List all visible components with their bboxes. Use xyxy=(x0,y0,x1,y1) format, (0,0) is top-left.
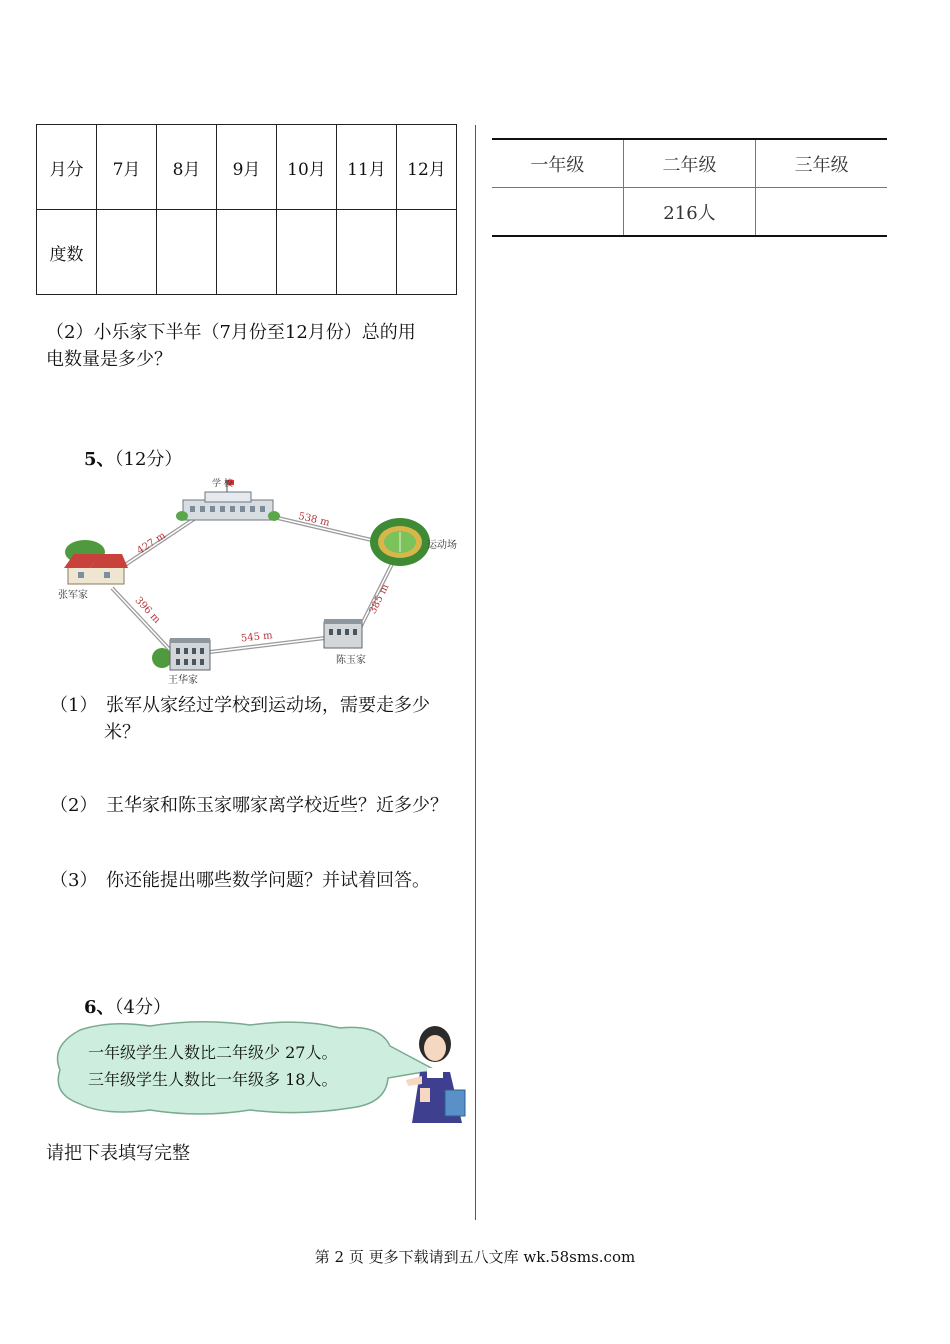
zhangjun-label: 张军家 xyxy=(58,590,88,601)
q5-sub1-line1: 张军从家经过学校到运动场，需要走多少 xyxy=(106,695,430,716)
grade-header: 一年级 xyxy=(492,139,623,188)
distance-label: 385 m xyxy=(367,582,392,616)
chenyu-label: 陈玉家 xyxy=(336,655,366,666)
reading-cell[interactable] xyxy=(157,210,217,295)
grade-value-cell[interactable] xyxy=(756,188,887,237)
grade-value-cell: 216人 xyxy=(623,188,755,237)
grade-header: 二年级 xyxy=(623,139,755,188)
month-row-label: 月分 xyxy=(37,125,97,210)
q6-heading xyxy=(84,993,171,1019)
table-row xyxy=(37,125,457,210)
q5-sub1 xyxy=(50,692,470,746)
q4-part2-line1: （2）小乐家下半年（7月份至12月份）总的用 xyxy=(46,322,416,343)
q5-sub2 xyxy=(50,792,470,819)
wanghua-label: 王华家 xyxy=(168,675,198,686)
reading-cell[interactable] xyxy=(397,210,457,295)
month-cell: 8月 xyxy=(157,125,217,210)
month-cell: 12月 xyxy=(397,125,457,210)
month-cell: 7月 xyxy=(97,125,157,210)
q5-heading xyxy=(84,445,182,471)
q6-instruction: 请把下表填写完整 xyxy=(46,1143,190,1164)
bubble-text xyxy=(88,1039,388,1093)
stadium-label: 运动场 xyxy=(427,540,457,551)
school-label: 学 校 xyxy=(212,479,233,489)
distance-label: 396 m xyxy=(132,595,163,626)
electricity-table xyxy=(36,124,457,295)
q5-sub3-number: （3） xyxy=(50,870,98,891)
table-row xyxy=(37,210,457,295)
q5-sub3-text: 你还能提出哪些数学问题？并试着回答。 xyxy=(106,870,430,891)
q5-score: （12分） xyxy=(114,449,183,470)
q4-part2 xyxy=(46,319,466,373)
distance-label: 545 m xyxy=(240,630,274,645)
q6-number: 6、 xyxy=(84,997,115,1018)
page-footer: 第 2 页 更多下载请到五八文库 wk.58sms.com xyxy=(314,1248,636,1266)
table-row xyxy=(492,139,887,188)
stadium-icon xyxy=(370,518,430,566)
reading-cell[interactable] xyxy=(97,210,157,295)
column-divider xyxy=(475,125,476,1220)
grade-value-cell[interactable] xyxy=(492,188,623,237)
q5-sub2-number: （2） xyxy=(50,795,98,816)
reading-cell[interactable] xyxy=(217,210,277,295)
distance-label: 427 m xyxy=(135,530,168,557)
grade-header: 三年级 xyxy=(756,139,887,188)
bubble-line1: 一年级学生人数比二年级少 27人。 xyxy=(88,1043,338,1062)
building-icon xyxy=(324,619,362,648)
q5-sub1-number: （1） xyxy=(50,695,98,716)
q5-number: 5、 xyxy=(84,449,115,470)
month-cell: 11月 xyxy=(337,125,397,210)
reading-cell[interactable] xyxy=(337,210,397,295)
reading-row-label: 度数 xyxy=(37,210,97,295)
q5-sub1-line2: 米？ xyxy=(104,722,140,743)
reading-cell[interactable] xyxy=(277,210,337,295)
month-cell: 9月 xyxy=(217,125,277,210)
q5-sub3 xyxy=(50,867,470,894)
distance-label: 538 m xyxy=(297,511,331,529)
q5-sub2-text: 王华家和陈玉家哪家离学校近些？近多少？ xyxy=(106,795,448,816)
grade-table xyxy=(492,138,887,237)
house-icon xyxy=(64,540,128,584)
month-cell: 10月 xyxy=(277,125,337,210)
bubble-line2: 三年级学生人数比一年级多 18人。 xyxy=(88,1070,338,1089)
route-map xyxy=(50,470,475,690)
teacher-icon xyxy=(406,1026,465,1123)
q4-part2-line2: 电数量是多少？ xyxy=(46,349,172,370)
q6-score: （4分） xyxy=(114,997,171,1018)
table-row xyxy=(492,188,887,237)
